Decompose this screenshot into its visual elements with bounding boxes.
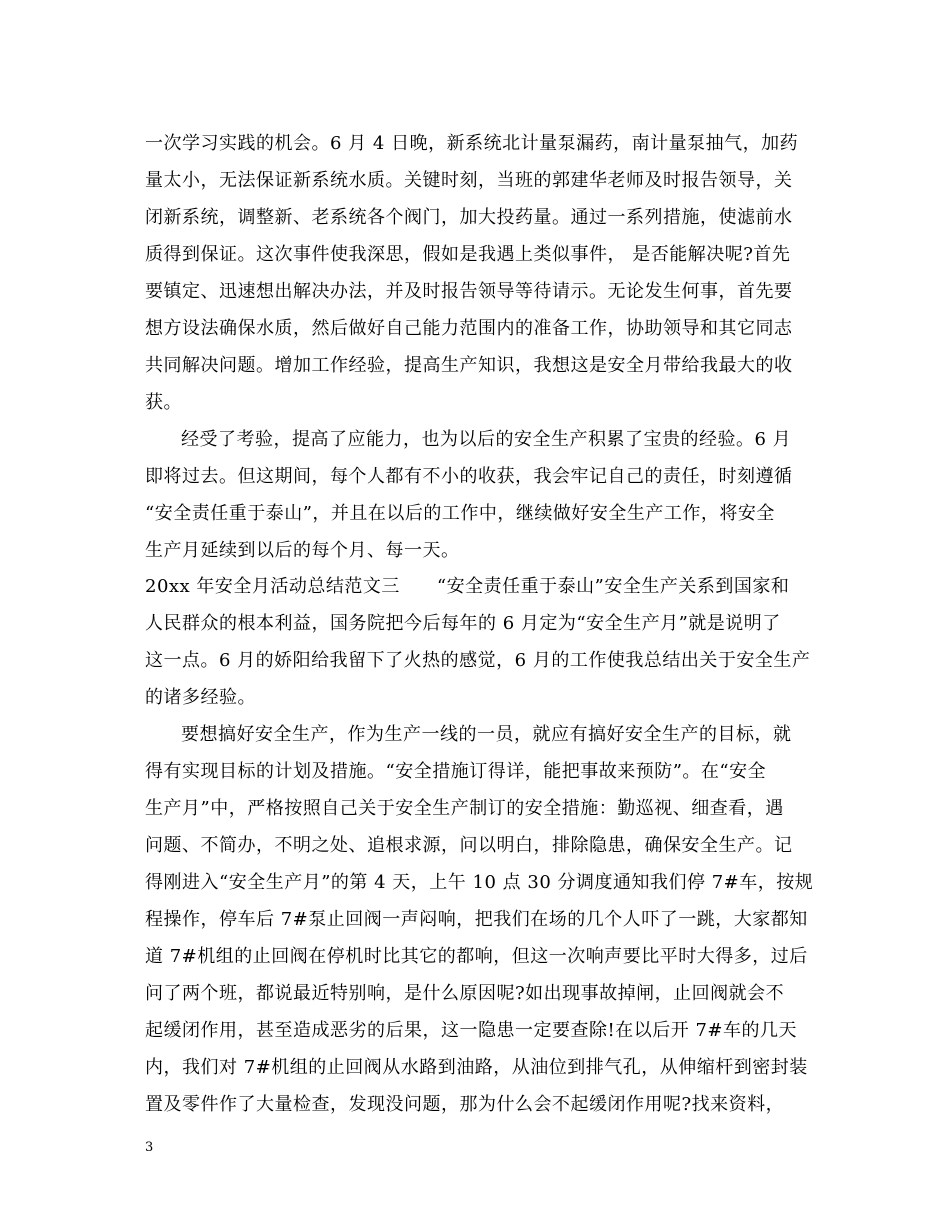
text-line: 共同解决问题。增加工作经验，提高生产知识，我想这是安全月带给我最大的收 <box>145 355 793 376</box>
text-line: 置及零件作了大量检查，发现没问题，那为什么会不起缓闭作用呢?找来资料， <box>145 1094 785 1115</box>
section-heading-line: 20xx 年安全月活动总结范文三 “安全责任重于泰山”安全生产关系到国家和 <box>145 576 790 597</box>
text-line: 起缓闭作用，甚至造成恶劣的后果，这一隐患一定要查除!在以后开 7#车的几天 <box>145 1020 797 1041</box>
text-line: 内，我们对 7#机组的止回阀从水路到油路，从油位到排气孔，从伸缩杆到密封装 <box>145 1057 808 1078</box>
text-line: 程操作，停车后 7#泵止回阀一声闷响，把我们在场的几个人吓了一跳，大家都知 <box>145 909 808 930</box>
text-line: 经受了考验，提高了应能力，也为以后的安全生产积累了宝贵的经验。6 月 <box>181 429 792 450</box>
text-line: 问题、不简办，不明之处、追根求源，问以明白，排除隐患，确保安全生产。记 <box>145 835 793 856</box>
text-line: 质得到保证。这次事件使我深思，假如是我遇上类似事件， 是否能解决呢?首先 <box>145 244 791 265</box>
text-line: 问了两个班，都说最近特别响，是什么原因呢?如出现事故掉闸，止回阀就会不 <box>145 983 785 1004</box>
text-line: 想方设法确保水质，然后做好自己能力范围内的准备工作，协助领导和其它同志 <box>145 318 793 339</box>
text-line: 要镇定、迅速想出解决办法，并及时报告领导等待请示。无论发生何事，首先要 <box>145 281 793 302</box>
text-line: 即将过去。但这期间，每个人都有不小的收获，我会牢记自己的责任，时刻遵循 <box>145 466 793 487</box>
text-line: 人民群众的根本利益，国务院把今后每年的 6 月定为“安全生产月”就是说明了 <box>145 613 781 634</box>
text-line: 生产月延续到以后的每个月、每一天。 <box>145 540 460 561</box>
text-line: 得有实现目标的计划及措施。“安全措施订得详，能把事故来预防”。在“安全 <box>145 761 767 782</box>
text-line: 要想搞好安全生产，作为生产一线的一员，就应有搞好安全生产的目标，就 <box>181 724 792 745</box>
text-line: 一次学习实践的机会。6 月 4 日晚，新系统北计量泵漏药，南计量泵抽气，加药 <box>145 133 799 154</box>
text-line: 获。 <box>145 392 182 413</box>
text-line: 的诸多经验。 <box>145 687 256 708</box>
text-line: 这一点。6 月的娇阳给我留下了火热的感觉，6 月的工作使我总结出关于安全生产 <box>145 650 811 671</box>
page-number: 3 <box>145 1140 154 1155</box>
text-line: 得刚进入“安全生产月”的第 4 天，上午 10 点 30 分调度通知我们停 7#车，按规 <box>145 872 814 893</box>
text-line: 闭新系统，调整新、老系统各个阀门，加大投药量。通过一系列措施，使滤前水 <box>145 207 793 228</box>
text-line: 量太小，无法保证新系统水质。关键时刻，当班的郭建华老师及时报告领导，关 <box>145 170 793 191</box>
text-line: 道 7#机组的止回阀在停机时比其它的都响，但这一次响声要比平时大得多，过后 <box>145 946 808 967</box>
text-line: 生产月”中，严格按照自己关于安全生产制订的安全措施：勤巡视、细查看，遇 <box>145 798 784 819</box>
text-line: “安全责任重于泰山”，并且在以后的工作中，继续做好安全生产工作，将安全 <box>145 503 775 524</box>
